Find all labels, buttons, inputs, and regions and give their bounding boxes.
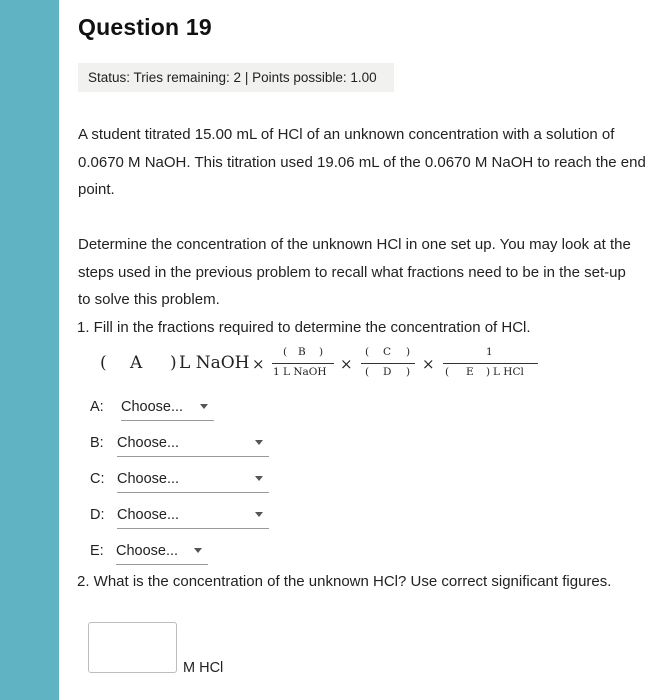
select-d-dropdown[interactable] xyxy=(117,505,269,529)
placeholder-a: A xyxy=(130,353,143,373)
select-label-a: A: xyxy=(90,399,104,415)
b-open: ( xyxy=(283,346,288,358)
select-label-b: B: xyxy=(90,435,104,451)
part-2-prompt: 2. What is the concentration of the unknown HCl? Use correct significant figures. xyxy=(77,573,612,590)
chevron-down-icon xyxy=(255,476,263,481)
d-open: ( xyxy=(365,366,370,378)
part-1-prompt: 1. Fill in the fractions required to determine the concentration of HCl. xyxy=(77,319,531,336)
select-e-dropdown[interactable] xyxy=(116,541,208,565)
left-accent-bar xyxy=(0,0,59,700)
e-open: ( xyxy=(445,366,450,378)
chevron-down-icon xyxy=(255,440,263,445)
question-title: Question 19 xyxy=(78,14,212,40)
select-b-value: Choose... xyxy=(117,435,180,451)
paren-open-a: ( xyxy=(100,353,107,373)
c-close: ) xyxy=(406,346,411,358)
times-sign-2: × xyxy=(340,355,353,373)
select-label-d: D: xyxy=(90,507,105,523)
select-e-value: Choose... xyxy=(116,543,179,559)
select-a-value: Choose... xyxy=(121,399,184,415)
chevron-down-icon xyxy=(255,512,263,517)
unit-l-naoh: L NaOH xyxy=(179,353,250,373)
select-d-value: Choose... xyxy=(117,507,180,523)
select-c-dropdown[interactable] xyxy=(117,469,269,493)
select-a-dropdown[interactable] xyxy=(121,397,214,421)
status-banner: Status: Tries remaining: 2 | Points possible: 1.00 xyxy=(78,63,394,92)
e-close: ) xyxy=(486,366,491,378)
fraction-bar-b xyxy=(272,363,334,364)
problem-paragraph-2: Determine the concentration of the unknown HCl in one set up. You may look at the steps used in the previous problem to recall what fractions need to be in the set-up to solve this problem. xyxy=(78,236,631,308)
answer-unit-label: M HCl xyxy=(183,660,224,676)
c-open: ( xyxy=(365,346,370,358)
b-close: ) xyxy=(319,346,324,358)
chevron-down-icon xyxy=(200,404,208,409)
problem-paragraph-1: A student titrated 15.00 mL of HCl of an unknown concentration with a solution of 0.0670 M NaOH. This titration used 19.06 mL of the 0.0670 M NaOH to reach the end point. xyxy=(78,126,646,198)
times-sign-1: × xyxy=(252,355,265,373)
d-close: ) xyxy=(406,366,411,378)
select-label-c: C: xyxy=(90,471,105,487)
placeholder-d: D xyxy=(383,366,392,378)
select-label-e: E: xyxy=(90,543,104,559)
times-sign-3: × xyxy=(422,355,435,373)
fraction-bar-e xyxy=(443,363,538,364)
select-c-value: Choose... xyxy=(117,471,180,487)
chevron-down-icon xyxy=(194,548,202,553)
paren-close-a: ) xyxy=(170,353,177,373)
placeholder-c: C xyxy=(383,346,392,358)
unit-l-hcl: L HCl xyxy=(493,366,524,378)
denominator-1-l-naoh: 1 L NaOH xyxy=(273,366,327,378)
concentration-answer-input[interactable] xyxy=(88,622,177,673)
numerator-one: 1 xyxy=(486,346,493,358)
placeholder-b: B xyxy=(298,346,306,358)
fraction-bar-c xyxy=(361,363,415,364)
select-b-dropdown[interactable] xyxy=(117,433,269,457)
placeholder-e: E xyxy=(466,366,474,378)
dimensional-analysis-formula xyxy=(100,342,620,386)
